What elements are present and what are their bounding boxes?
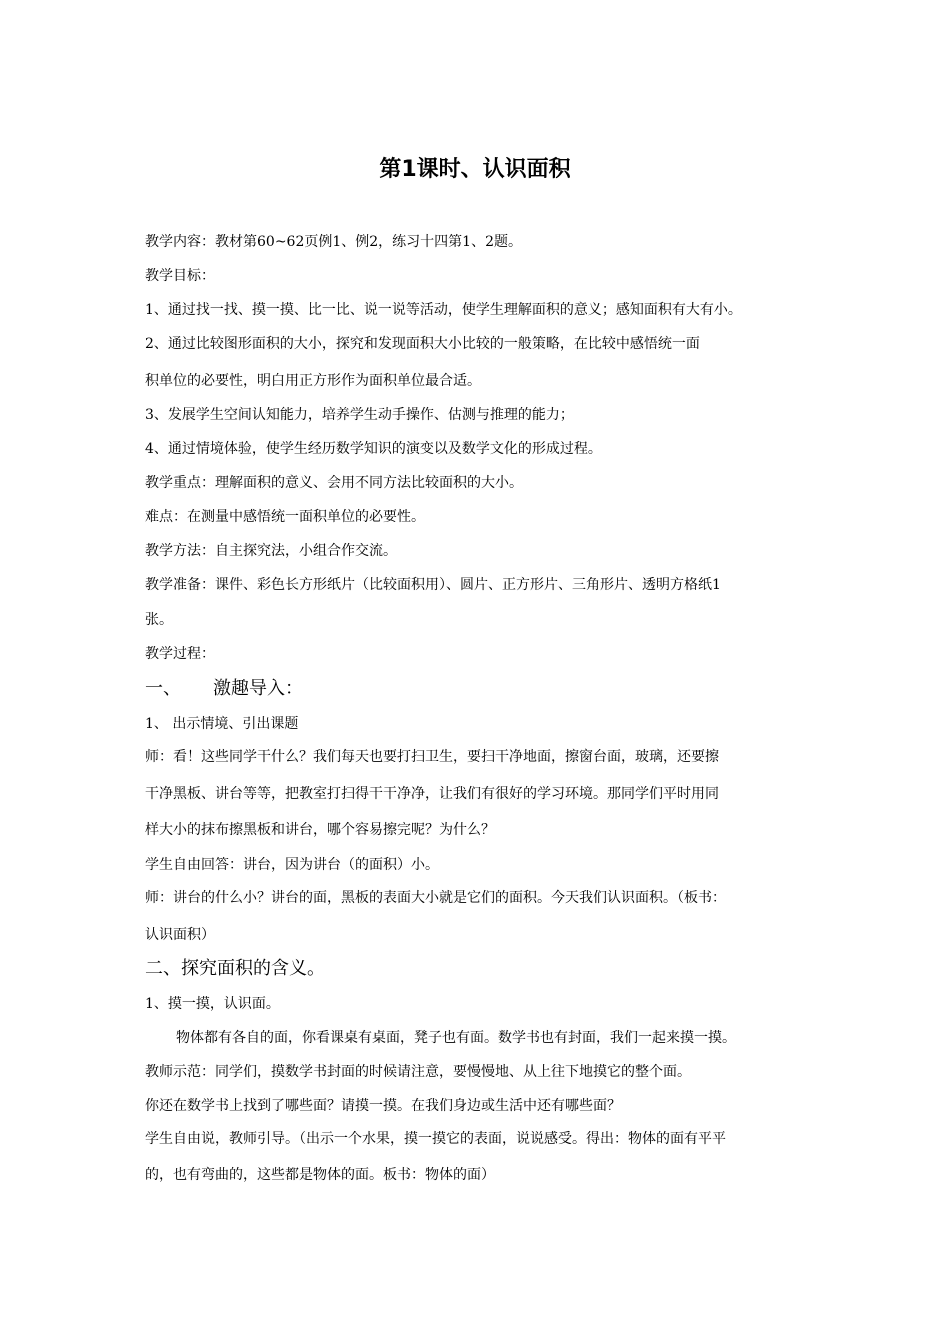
- section-1-heading: [145, 676, 303, 702]
- section-1-item-1: 1、 出示情境、引出课题: [145, 716, 299, 732]
- section-2-paragraph-3: 你还在数学书上找到了哪些面？请摸一摸。在我们身边或生活中还有哪些面？: [145, 1098, 621, 1114]
- goal-3: 3、发展学生空间认知能力，培养学生动手操作、估测与推理的能力；: [145, 407, 574, 423]
- section-1-paragraph-2: 学生自由回答：讲台，因为讲台（的面积）小。: [145, 857, 439, 873]
- section-2-paragraph-2: 教师示范：同学们，摸数学书封面的时候请注意，要慢慢地、从上往下地摸它的整个面。: [145, 1064, 691, 1080]
- key-point: 教学重点：理解面积的意义、会用不同方法比较面积的大小。: [145, 475, 523, 491]
- teaching-method: 教学方法：自主探究法，小组合作交流。: [145, 543, 397, 559]
- teaching-goals-label: 教学目标：: [145, 268, 215, 284]
- section-1-paragraph-1-line-2: 干净黑板、讲台等等，把教室打扫得干干净净，让我们有很好的学习环境。那同学们平时用同: [145, 786, 719, 802]
- section-1-number: 一、: [145, 678, 181, 699]
- goal-4: 4、通过情境体验，使学生经历数学知识的演变以及数学文化的形成过程。: [145, 441, 602, 457]
- goal-1: 1、通过找一找、摸一摸、比一比、说一说等活动，使学生理解面积的意义；感知面积有大有小。: [145, 302, 742, 318]
- section-1-paragraph-3-line-1: 师：讲台的什么小？讲台的面，黑板的表面大小就是它们的面积。今天我们认识面积。（板书：: [145, 890, 726, 906]
- page-title: 第1课时、认识面积: [379, 157, 571, 182]
- section-1-paragraph-1-line-1: 师：看！这些同学干什么？我们每天也要打扫卫生，要扫干净地面，擦窗台面，玻璃，还要擦: [145, 749, 719, 765]
- teaching-content: 教学内容：教材第60~62页例1、例2，练习十四第1、2题。: [145, 234, 522, 250]
- goal-2-line-1: 2、通过比较图形面积的大小，探究和发现面积大小比较的一般策略，在比较中感悟统一面: [145, 336, 700, 352]
- section-2-heading: 二、探究面积的含义。: [145, 958, 325, 979]
- section-2-paragraph-1: 物体都有各自的面，你看课桌有桌面，凳子也有面。数学书也有封面，我们一起来摸一摸。: [176, 1030, 736, 1046]
- difficulty: 难点：在测量中感悟统一面积单位的必要性。: [145, 509, 425, 525]
- preparation-line-1: 教学准备：课件、彩色长方形纸片（比较面积用）、圆片、正方形片、三角形片、透明方格纸1: [145, 577, 721, 593]
- goal-2-line-2: 积单位的必要性，明白用正方形作为面积单位最合适。: [145, 373, 481, 389]
- preparation-line-2: 张。: [145, 612, 173, 628]
- section-2-item-1: 1、摸一摸，认识面。: [145, 996, 280, 1012]
- section-2-paragraph-4-line-1: 学生自由说，教师引导。（出示一个水果，摸一摸它的表面，说说感受。得出：物体的面有平平: [145, 1131, 726, 1147]
- section-1-paragraph-3-line-2: 认识面积）: [145, 927, 215, 943]
- section-2-paragraph-4-line-2: 的，也有弯曲的，这些都是物体的面。板书：物体的面）: [145, 1167, 495, 1183]
- teaching-process-label: 教学过程：: [145, 646, 215, 662]
- section-1-title: 激趣导入：: [213, 678, 303, 699]
- section-1-paragraph-1-line-3: 样大小的抹布擦黑板和讲台，哪个容易擦完呢？为什么？: [145, 822, 495, 838]
